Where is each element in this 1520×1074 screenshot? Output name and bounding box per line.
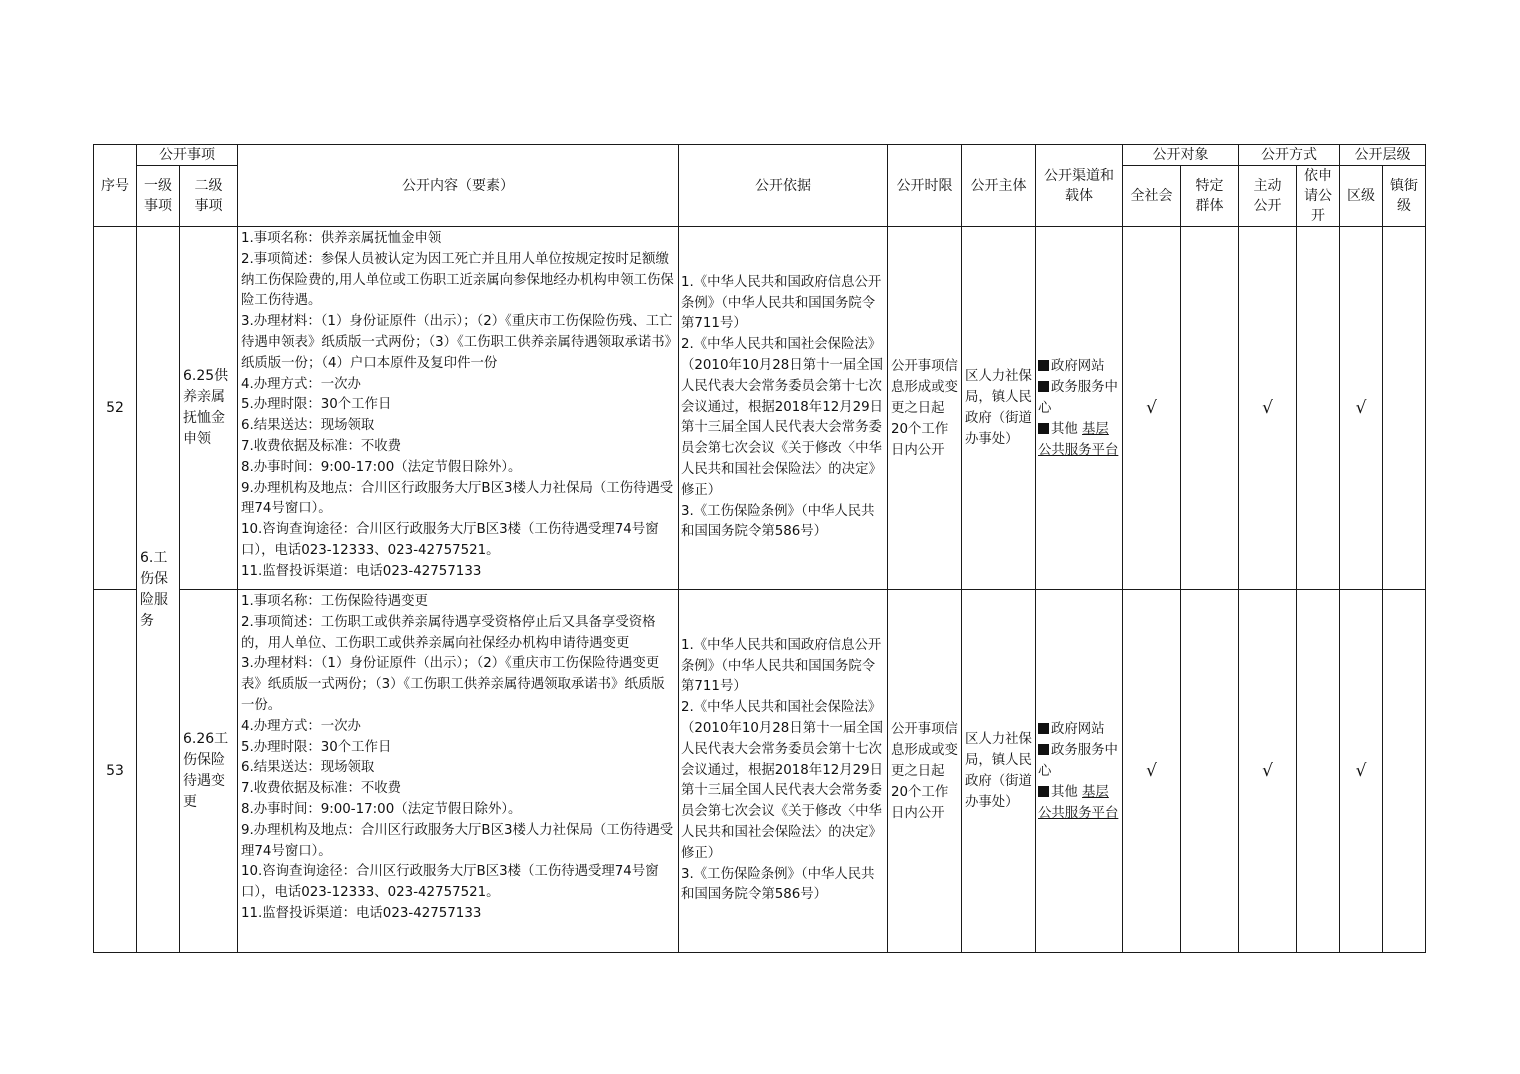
content-line: 10.咨询查询途径：合川区行政服务大厅B区3楼（工伤待遇受理74号窗口），电话023-12333、023-42757521。 (241, 864, 659, 901)
header-audience-group: 公开对象 (1123, 145, 1239, 166)
content-line: 1.事项名称：工伤保险待遇变更 (241, 594, 428, 609)
header-method-active: 主动公开 (1239, 166, 1297, 227)
header-level2: 二级事项 (180, 166, 238, 227)
check-mark-icon: √ (1340, 590, 1383, 953)
header-audience-all: 全社会 (1123, 166, 1181, 227)
content-line: 11.监督投诉渠道：电话023-42757133 (241, 905, 482, 921)
check-mark-icon: √ (1239, 227, 1297, 590)
header-level-group: 公开层级 (1340, 145, 1426, 166)
filled-square-icon (1038, 786, 1049, 797)
content-line: 11.监督投诉渠道：电话023-42757133 (241, 563, 482, 579)
content-line: 6.结果送达：现场领取 (241, 418, 375, 434)
header-row-1 (94, 145, 1426, 166)
row-content (238, 227, 679, 590)
row-subject: 区人力社保局，镇人民政府（街道办事处） (962, 227, 1036, 590)
header-subject: 公开主体 (962, 145, 1036, 227)
row-channel (1036, 227, 1123, 590)
header-basis: 公开依据 (679, 145, 888, 227)
filled-square-icon (1038, 423, 1049, 434)
channel-link[interactable]: 基层公共服务平台 (1038, 784, 1119, 821)
header-level-district: 区级 (1340, 166, 1383, 227)
method-apply-cell (1297, 590, 1340, 953)
row-basis (679, 590, 888, 953)
filled-square-icon (1038, 723, 1049, 734)
content-line: 1.事项名称：供养亲属抚恤金申领 (241, 231, 442, 246)
content-line: 4.办理方式：一次办 (241, 376, 361, 392)
row-seq: 53 (94, 590, 137, 953)
header-seq: 序号 (94, 145, 137, 227)
audience-specific-cell (1181, 590, 1239, 953)
channel-item: 政务服务中心 (1038, 742, 1118, 779)
level-town-cell (1383, 590, 1426, 953)
disclosure-table-sheet (93, 144, 1425, 953)
channel-item: 其他 基层公共服务平台 (1038, 784, 1119, 821)
basis-line: 1.《中华人民共和国政府信息公开条例》（中华人民共和国国务院令第711号） (681, 637, 882, 695)
header-method-apply: 依申请公开 (1297, 166, 1340, 227)
header-time: 公开时限 (888, 145, 962, 227)
row-content (238, 590, 679, 953)
header-channel: 公开渠道和载体 (1036, 145, 1123, 227)
check-mark-icon: √ (1123, 590, 1181, 953)
basis-line: 3.《工伤保险条例》（中华人民共和国国务院令第586号） (681, 503, 875, 540)
row-basis (679, 227, 888, 590)
content-line: 2.事项简述：工伤职工或供养亲属待遇享受资格停止后又具备享受资格的，用人单位、工伤职工或供养亲属向社保经办机构申请待遇变更 (241, 614, 656, 651)
channel-link[interactable]: 基层公共服务平台 (1038, 421, 1119, 458)
table-row (94, 590, 1426, 953)
basis-line: 1.《中华人民共和国政府信息公开条例》（中华人民共和国国务院令第711号） (681, 274, 882, 332)
row-level2: 6.25供养亲属抚恤金申领 (180, 227, 238, 590)
content-line: 8.办事时间：9:00-17:00（法定节假日除外）。 (241, 801, 522, 817)
check-mark-icon: √ (1340, 227, 1383, 590)
audience-specific-cell (1181, 227, 1239, 590)
channel-item: 政府网站 (1038, 719, 1120, 740)
row-subject: 区人力社保局，镇人民政府（街道办事处） (962, 590, 1036, 953)
row-channel (1036, 590, 1123, 953)
content-line: 5.办理时限：30个工作日 (241, 739, 392, 755)
row-level2: 6.26工伤保险待遇变更 (180, 590, 238, 953)
header-method-group: 公开方式 (1239, 145, 1340, 166)
basis-line: 2.《中华人民共和国社会保险法》（2010年10月28日第十一届全国人民代表大会常务委员会第十七次会议通过，根据2018年12月29日第十三届全国人民代表大会常务委员会第七次会议《关于修改〈中华人民共和国社会保险法〉的决定》修正） (681, 700, 884, 861)
method-apply-cell (1297, 227, 1340, 590)
content-line: 7.收费依据及标准：不收费 (241, 438, 402, 454)
content-line: 2.事项简述：参保人员被认定为因工死亡并且用人单位按规定按时足额缴纳工伤保险费的,用人单位或工伤职工近亲属向参保地经办机构申领工伤保险工伤待遇。 (241, 251, 674, 309)
content-line: 3.办理材料：（1）身份证原件（出示）；（2）《重庆市工伤保险伤残、工亡待遇申领表》纸质版一式两份；（3）《工伤职工供养亲属待遇领取承诺书》纸质版一份；（4）户口本原件及复印件一份 (241, 314, 673, 371)
row-time: 公开事项信息形成或变更之日起20个工作日内公开 (888, 590, 962, 953)
channel-item: 政务服务中心 (1038, 379, 1118, 416)
content-line: 6.结果送达：现场领取 (241, 760, 375, 776)
filled-square-icon (1038, 360, 1049, 371)
content-line: 7.收费依据及标准：不收费 (241, 781, 402, 797)
disclosure-table (93, 144, 1426, 953)
channel-item: 其他 基层公共服务平台 (1038, 421, 1119, 458)
check-mark-icon: √ (1239, 590, 1297, 953)
filled-square-icon (1038, 381, 1049, 392)
content-line: 9.办理机构及地点：合川区行政服务大厅B区3楼人力社保局（工伤待遇受理74号窗口）。 (241, 480, 674, 517)
check-mark-icon: √ (1123, 227, 1181, 590)
header-items-group: 公开事项 (137, 145, 238, 166)
channel-item: 政府网站 (1038, 356, 1120, 377)
basis-line: 3.《工伤保险条例》（中华人民共和国国务院令第586号） (681, 866, 875, 903)
header-level-town: 镇街级 (1383, 166, 1426, 227)
content-line: 10.咨询查询途径：合川区行政服务大厅B区3楼（工伤待遇受理74号窗口），电话023-12333、023-42757521。 (241, 522, 659, 558)
header-level1: 一级事项 (137, 166, 180, 227)
content-line: 8.办事时间：9:00-17:00（法定节假日除外）。 (241, 459, 522, 475)
row-time: 公开事项信息形成或变更之日起20个工作日内公开 (888, 227, 962, 590)
header-audience-specific: 特定群体 (1181, 166, 1239, 227)
filled-square-icon (1038, 744, 1049, 755)
basis-line: 2.《中华人民共和国社会保险法》（2010年10月28日第十一届全国人民代表大会常务委员会第十七次会议通过，根据2018年12月29日第十三届全国人民代表大会常务委员会第七次会议《关于修改〈中华人民共和国社会保险法〉的决定》修正） (681, 337, 884, 498)
level-town-cell (1383, 227, 1426, 590)
content-line: 9.办理机构及地点：合川区行政服务大厅B区3楼人力社保局（工伤待遇受理74号窗口）。 (241, 822, 674, 859)
content-line: 4.办理方式：一次办 (241, 718, 361, 734)
header-content: 公开内容（要素） (238, 145, 679, 227)
content-line: 5.办理时限：30个工作日 (241, 397, 392, 413)
content-line: 3.办理材料：（1）身份证原件（出示）；（2）《重庆市工伤保险待遇变更表》纸质版一式两份；（3）《工伤职工供养亲属待遇领取承诺书》纸质版一份。 (241, 656, 665, 713)
row-seq: 52 (94, 227, 137, 590)
table-row (94, 227, 1426, 590)
row-level1: 6.工伤保险服务 (137, 227, 180, 953)
